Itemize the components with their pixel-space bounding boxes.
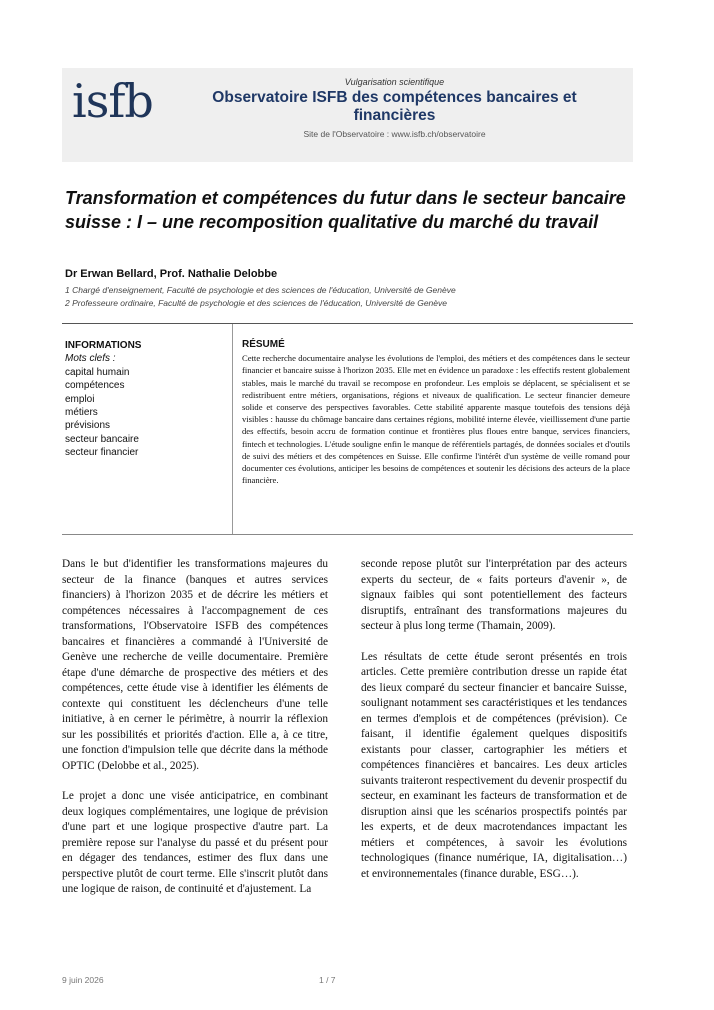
article-title: Transformation et compétences du futur dans le secteur bancaire suisse : I – une recomposition qualitative du marché du travail [65,188,626,232]
divider-bottom [62,534,633,535]
resume-panel [242,339,630,486]
header-site[interactable]: Site de l'Observatoire : www.isfb.ch/observatoire [303,129,486,139]
body-column-right [361,557,627,897]
keyword-item: secteur bancaire [65,433,139,445]
body-paragraph: Les résultats de cette étude seront présentés en trois articles. Cette première contribution dresse un rapide état des lieux comparé du secteur financier et bancaire Suisse, soulignant notamment ses caractéristiques et les tendances en termes d'emplois et de compétences (prévision). Ce faisant, il identifie également quelques dispositifs existants pour classer, cartographier les métiers et compétences financières et bancaires. Les deux articles suivants traiteront respectivement du devenir prospectif du secteur, en examinant les facteurs de transformation et de disruption ainsi que les scénarios prospectifs pointés par les experts, et de deux macrotendances impactant les métiers et compétences, à savoir les évolutions technologiques (finance numérique, IA, digitalisation…) et environnementales (finance durable, ESG…). [361,650,627,880]
informations-panel [65,339,225,460]
divider-top [62,323,633,324]
affiliation-2: 2 Professeure ordinaire, Faculté de psychologie et des sciences de l'éducation, Université de Genève [65,298,447,308]
keywords-label: Mots clefs : [65,353,116,365]
body-column-left [62,557,328,913]
keyword-item: métiers [65,407,98,419]
resume-text: Cette recherche documentaire analyse les évolutions de l'emploi, des métiers et des compétences dans le secteur financier et bancaire suisse à l'horizon 2035. Elle met en évidence un paradoxe : les effectifs restent globalement stables, mais le marché du travail se recompose en profondeur. Les emplois se déplacent, se spécialisent et se redistribuent entre métiers, organisations, régions et niveaux de qualification. Le secteur financier demeure solide et conserve des perspectives favorables. Cette stabilité apparente masque toutefois des tensions déjà visibles : hausse du chômage bancaire dans certaines régions, mobilité interne élevée, vieillissement d'une partie des effectifs, besoin accru de formation continue et frontières plus floues entre banque, services financiers, fintech et technologies. L'étude souligne enfin le manque de référentiels partagés, de données sociales et d'outils de suivi des métiers et des compétences en Suisse. Elle confirme l'intérêt d'un système de veille romand pour documenter ces évolutions, anticiper les besoins de compétences et soutenir les décisions des acteurs de la place financière. [242,353,630,486]
keyword-item: emploi [65,393,95,405]
body-paragraph: Le projet a donc une visée anticipatrice, en combinant deux logiques complémentaires, une logique de prévision d'une part et une logique prospective d'autre part. La première repose sur l'analyse du passé et du présent pour en dégager des tendances, estimer des flux dans une perspective plutôt de court terme. Elle s'inscrit plutôt dans une logique de raison, de continuité et d'ajustement. La [62,790,328,895]
header-banner [62,68,633,162]
keyword-item: prévisions [65,420,111,432]
footer-date: 9 juin 2026 [62,975,104,985]
keyword-item: secteur financier [65,447,139,459]
affiliation-1: 1 Chargé d'enseignement, Faculté de psychologie et des sciences de l'éducation, Université de Genève [65,285,456,295]
keyword-item: compétences [65,380,125,392]
isfb-logo: isfb [72,74,153,128]
informations-heading: INFORMATIONS [65,340,142,351]
article-authors: Dr Erwan Bellard, Prof. Nathalie Delobbe [65,268,278,280]
header-kicker: Vulgarisation scientifique [344,77,445,87]
keyword-item: capital humain [65,366,130,378]
divider-vertical [232,324,233,534]
header-title: Observatoire ISFB des compétences bancaires et financières [212,89,577,124]
resume-heading: RÉSUMÉ [242,339,285,350]
body-paragraph: Dans le but d'identifier les transformations majeures du secteur de la finance (banques et autres services financiers) à l'horizon 2035 et de décrire les métiers et compétences nécessaires à l'accompagnement de ces transformations, l'Observatoire ISFB des compétences bancaires et financières a commandé à l'Université de Genève une recherche de veille documentaire. Première étape d'une démarche de prospective des métiers et des compétences, cette étude vise à identifier les éléments de contexte qui constituent les déclencheurs d'une telle initiative, à en cerner le périmètre, à nourrir la réflexion sur les possibilités et priorités d'action. Elle a, à ce titre, une fonction d'impulsion telle que décrite dans la méthode OPTIC (Delobbe et al., 2025). [62,558,328,772]
body-paragraph: seconde repose plutôt sur l'interprétation par des acteurs experts du secteur, de « faits porteurs d'avenir », de signaux faibles qui sont potentiellement des facteurs disruptifs, entraînant des transformations majeures du secteur à plus long terme (Thamain, 2009). [361,558,627,632]
footer-page-number: 1 / 7 [319,975,336,985]
